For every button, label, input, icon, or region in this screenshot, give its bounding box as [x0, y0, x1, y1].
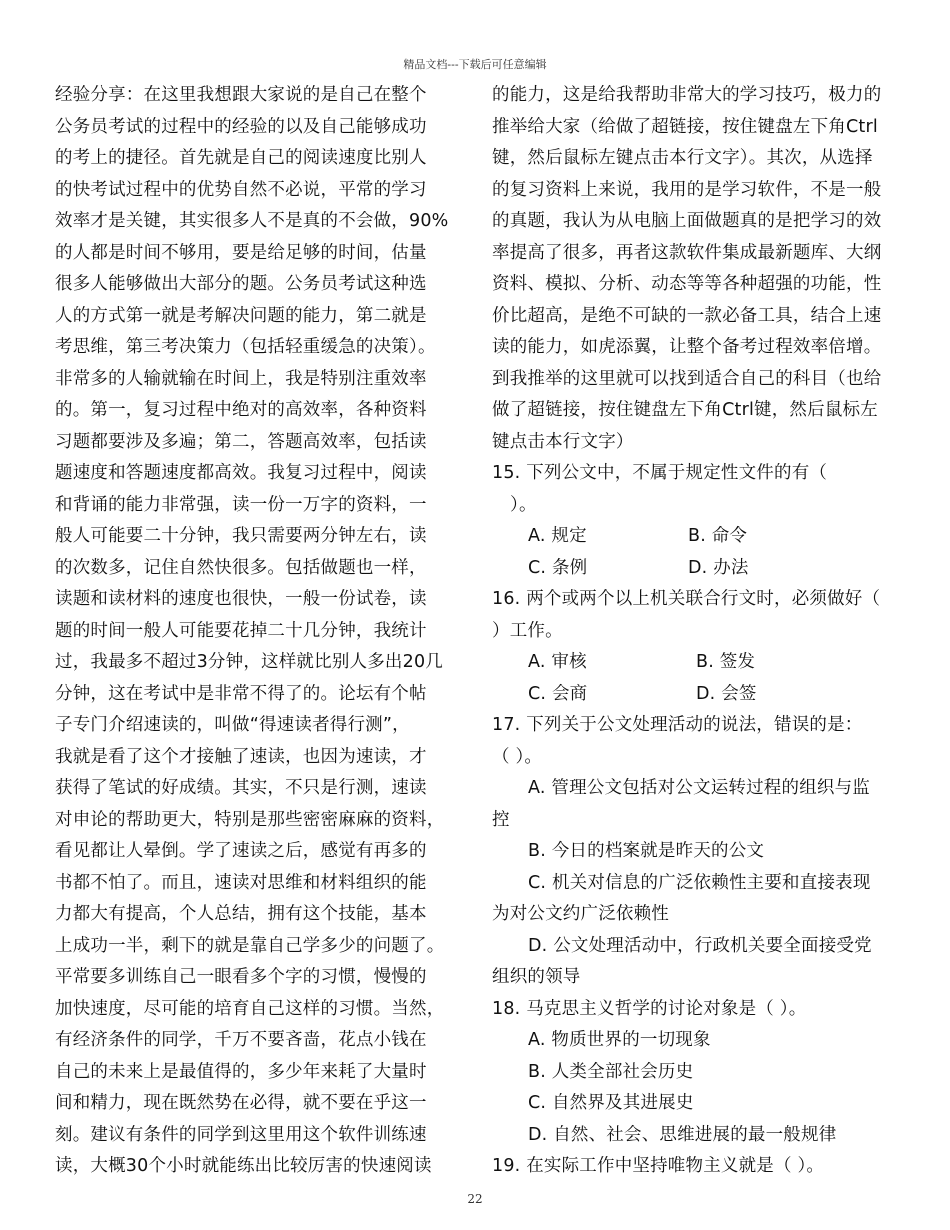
text-line: 公务员考试的过程中的经验的以及自己能够成功: [55, 116, 427, 137]
option-c: C. 条例: [528, 557, 588, 578]
left-column: [55, 80, 465, 1183]
text-line: 读题和读材料的速度也很快，一般一份试卷，读: [55, 589, 427, 609]
question-19-stem: 19. 在实际工作中坚持唯物主义就是（ ）。: [492, 1156, 825, 1176]
text-line: 的人都是时间不够用，要是给足够的时间，估量: [55, 242, 427, 263]
text-line: 读的能力，如虎添翼，让整个备考过程效率倍增。: [492, 337, 882, 357]
text-line: 效率才是关键，其实很多人不是真的不会做，90%: [55, 211, 449, 231]
question-16-stem-cont: ）工作。: [492, 620, 563, 641]
question-17-stem-cont: （ ）。: [492, 746, 543, 767]
text-line: 键点击本行文字）: [492, 431, 634, 452]
option-d: D. 自然、社会、思维进展的最一般规律: [528, 1124, 837, 1145]
text-line: 的真题，我认为从电脑上面做题真的是把学习的效: [492, 211, 882, 231]
text-line: 题速度和答题速度都高效。我复习过程中，阅读: [55, 463, 427, 483]
text-line: 般人可能要二十分钟，我只需要两分钟左右，读: [55, 526, 427, 546]
option-d: D. 办法: [688, 557, 749, 578]
text-line: 很多人能够做出大部分的题。公务员考试这种选: [55, 274, 427, 294]
text-line: 考思维，第三考决策力（包括轻重缓急的决策）。: [55, 337, 436, 357]
option-b: B. 人类全部社会历史: [528, 1061, 694, 1082]
page-header: 精品文档---下载后可任意编辑: [403, 58, 547, 71]
option-d: D. 公文处理活动中，行政机关要全面接受党: [528, 935, 872, 956]
option-c: C. 会商: [528, 683, 588, 704]
option-b: B. 签发: [696, 652, 756, 672]
question-16-stem: 16. 两个或两个以上机关联合行文时，必须做好（: [492, 589, 881, 609]
option-c-cont: 为对公文约广泛依赖性: [492, 904, 669, 924]
option-d: D. 会签: [696, 683, 757, 704]
text-line: 间和精力，现在既然势在必得，就不要在乎这一: [55, 1093, 427, 1113]
text-line: 分钟，这在考试中是非常不得了的。论坛有个帖: [55, 683, 427, 704]
option-a: A. 管理公文包括对公文运转过程的组织与监: [528, 778, 870, 798]
text-line: 经验分享：在这里我想跟大家说的是自己在整个: [55, 85, 427, 105]
text-line: 有经济条件的同学，千万不要吝啬，花点小钱在: [55, 1030, 427, 1050]
text-line: 书都不怕了。而且，速读对思维和材料组织的能: [55, 872, 427, 893]
question-15-options-row: [492, 521, 912, 553]
text-line: 的。第一，复习过程中绝对的高效率，各种资料: [55, 400, 427, 420]
text-line: 的考上的捷径。首先就是自己的阅读速度比别人: [55, 148, 427, 168]
question-18-stem: 18. 马克思主义哲学的讨论对象是（ ）。: [492, 998, 807, 1019]
text-line: 自己的未来上是最值得的，多少年来耗了大量时: [55, 1061, 427, 1082]
option-a-cont: 控: [492, 809, 510, 830]
option-a: A. 审核: [528, 652, 587, 672]
text-line: 做了超链接，按住键盘左下角Ctrl键，然后鼠标左: [492, 400, 878, 420]
option-d-cont: 组织的领导: [492, 967, 581, 987]
option-c: C. 机关对信息的广泛依赖性主要和直接表现: [528, 872, 871, 893]
text-line: 的能力，这是给我帮助非常大的学习技巧，极力的: [492, 85, 882, 105]
text-line: 上成功一半，剩下的就是靠自己学多少的问题了。: [55, 935, 445, 956]
question-16-options-row: [492, 647, 912, 679]
text-line: 力都大有提高，个人总结，拥有这个技能，基本: [55, 904, 427, 924]
text-line: 题的时间一般人可能要花掉二十几分钟，我统计: [55, 620, 427, 641]
text-line: 的复习资料上来说，我用的是学习软件，不是一般: [492, 179, 882, 200]
question-15-options-row: [492, 553, 912, 585]
text-line: 的快考试过程中的优势自然不必说，平常的学习: [55, 179, 427, 200]
text-line: 价比超高，是绝不可缺的一款必备工具，结合上速: [492, 305, 882, 326]
text-line: 人的方式第一就是考解决问题的能力，第二就是: [55, 305, 427, 326]
option-b: B. 命令: [688, 526, 748, 546]
option-a: A. 物质世界的一切现象: [528, 1030, 711, 1050]
text-line: 加快速度，尽可能的培育自己这样的习惯。当然，: [55, 998, 445, 1019]
question-15-stem-cont: ）。: [510, 494, 537, 515]
text-line: 到我推举的这里就可以找到适合自己的科目（也给: [492, 368, 882, 389]
text-line: 子专门介绍速读的，叫做“得速读者得行测”，: [55, 715, 410, 735]
text-line: 我就是看了这个才接触了速读，也因为速读，才: [55, 746, 427, 767]
option-b: B. 今日的档案就是昨天的公文: [528, 841, 765, 861]
text-line: 读，大概30个小时就能练出比较厉害的快速阅读: [55, 1156, 432, 1176]
page-number: 22: [467, 1192, 483, 1206]
text-line: 非常多的人输就输在时间上，我是特别注重效率: [55, 368, 427, 389]
text-line: 资料、模拟、分析、动态等等各种超强的功能，性: [492, 274, 882, 294]
text-line: 看见都让人晕倒。学了速读之后，感觉有再多的: [55, 841, 427, 861]
text-line: 和背诵的能力非常强，读一份一万字的资料，一: [55, 494, 427, 515]
text-line: 键，然后鼠标左键点击本行文字）。其次，从选择: [492, 148, 873, 168]
text-line: 对申论的帮助更大，特别是那些密密麻麻的资料，: [55, 809, 445, 830]
option-a: A. 规定: [528, 526, 587, 546]
text-line: 习题都要涉及多遍；第二，答题高效率，包括读: [55, 431, 427, 452]
text-line: 获得了笔试的好成绩。其实，不只是行测，速读: [55, 778, 427, 798]
text-line: 刻。建议有条件的同学到这里用这个软件训练速: [55, 1124, 427, 1145]
text-line: 平常要多训练自己一眼看多个字的习惯，慢慢的: [55, 967, 427, 987]
text-line: 的次数多，记住自然快很多。包括做题也一样，: [55, 557, 427, 578]
option-c: C. 自然界及其进展史: [528, 1093, 694, 1113]
question-15-stem: 15. 下列公文中，不属于规定性文件的有（: [492, 463, 828, 483]
text-line: 过，我最多不超过3分钟，这样就比别人多出20几: [55, 652, 444, 672]
text-line: 率提高了很多，再者这款软件集成最新题库、大纲: [492, 242, 882, 263]
question-16-options-row: [492, 679, 912, 711]
question-17-stem: 17. 下列关于公文处理活动的说法，错误的是：: [492, 715, 863, 735]
text-line: 推举给大家（给做了超链接，按住键盘左下角Ctrl: [492, 116, 878, 137]
right-column: [492, 80, 912, 1183]
